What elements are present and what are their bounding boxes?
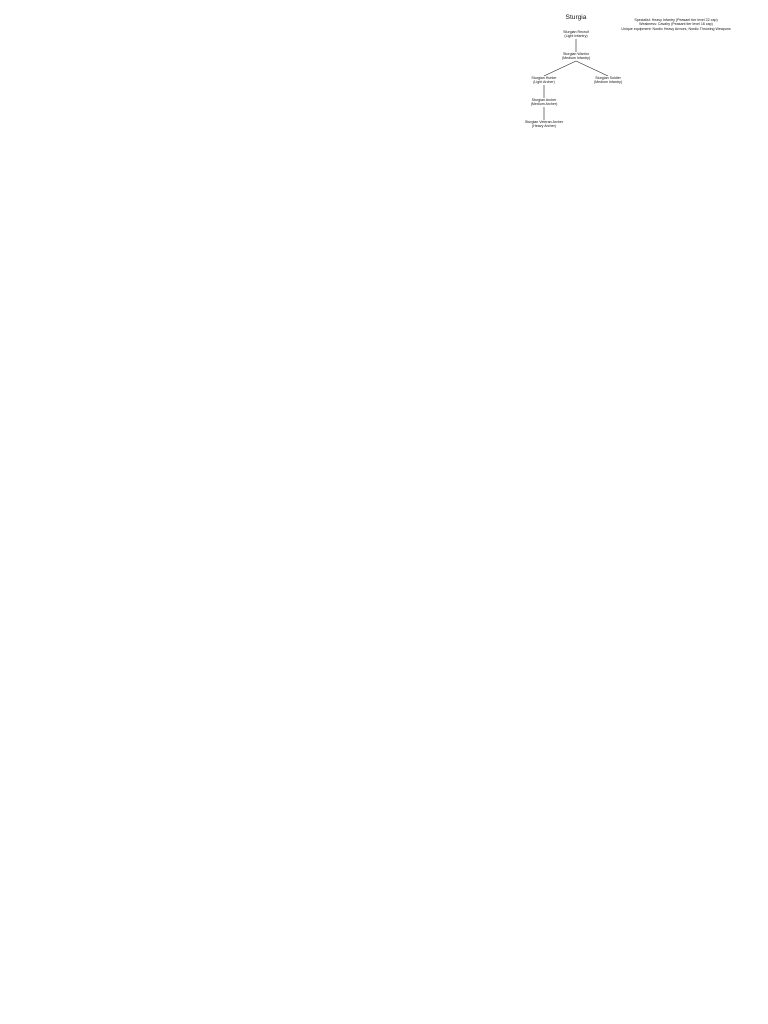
troop-node: Sturgian Hunter (Light Archer) [531, 76, 557, 85]
troop-node: Sturgian Soldier (Medium Infantry) [593, 76, 623, 85]
troop-node: Sturgian Recruit (Light Infantry) [563, 30, 589, 39]
troop-node: Sturgian Archer (Medium Archer) [530, 98, 558, 107]
connector-line [544, 61, 576, 76]
connector-line [576, 61, 608, 76]
section-title: Sturgia [565, 14, 587, 21]
troop-node: Sturgian Veteran Archer (Heavy Archer) [524, 120, 564, 129]
troop-node: Sturgian Warrior (Medium Infantry) [561, 52, 591, 61]
section-note: Specialist: Heavy Infantry (Peasant tier level 22 cap) Weakness: Cavalry (Peasant tier level 16 cap) Unique equipment: Nordic Heavy Armors, Nordic Throwing Weapons [621, 18, 731, 31]
